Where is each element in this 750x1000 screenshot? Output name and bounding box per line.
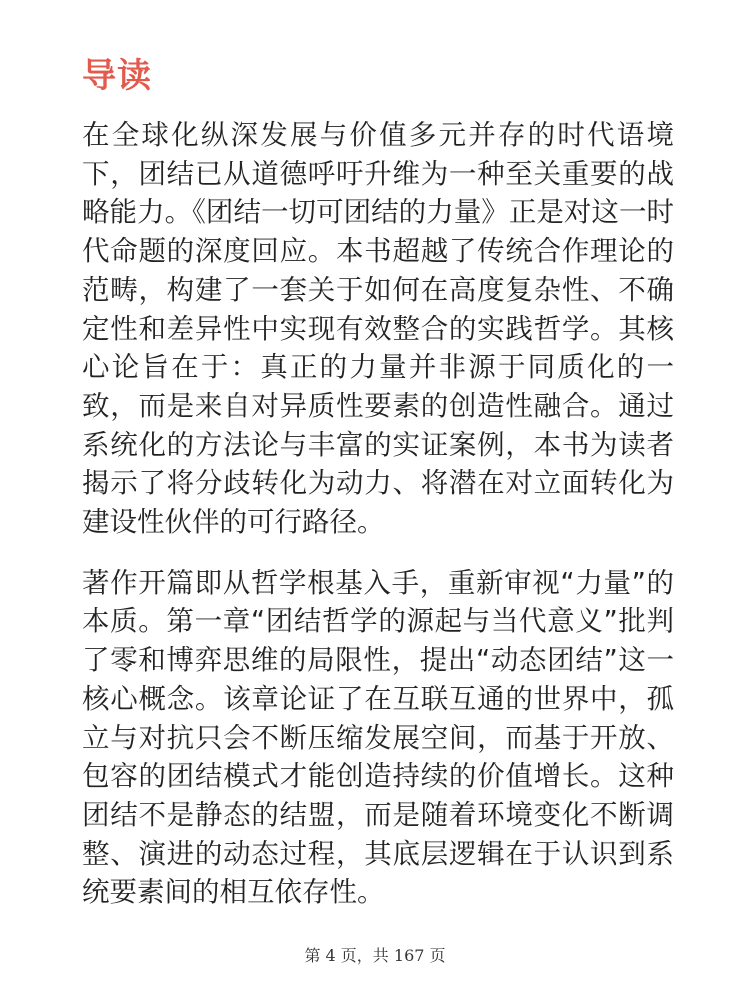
section-heading: 导读: [82, 56, 152, 96]
page-number: 第 4 页，共 167 页: [304, 946, 446, 965]
paragraph-2: 著作开篇即从哲学根基入手，重新审视“力量”的本质。第一章“团结哲学的源起与当代意义”批判了零和博弈思维的局限性，提出“动态团结”这一核心概念。该章论证了在互联互通的世界中，孤立与对抗只会不断压缩发展空间，而基于开放、包容的团结模式才能创造持续的价值增长。这种团结不是静态的结盟，而是随着环境变化不断调整、演进的动态过程，其底层逻辑在于认识到系统要素间的相互依存性。: [82, 566, 674, 909]
paragraph-1: 在全球化纵深发展与价值多元并存的时代语境下，团结已从道德呼吁升维为一种至关重要的战略能力。《团结一切可团结的力量》正是对这一时代命题的深度回应。本书超越了传统合作理论的范畴，构建了一套关于如何在高度复杂性、不确定性和差异性中实现有效整合的实践哲学。其核心论旨在于：真正的力量并非源于同质化的一致，而是来自对异质性要素的创造性融合。通过系统化的方法论与丰富的实证案例，本书为读者揭示了将分歧转化为动力、将潜在对立面转化为建设性伙伴的可行路径。: [82, 119, 674, 539]
body-text: [82, 116, 674, 912]
